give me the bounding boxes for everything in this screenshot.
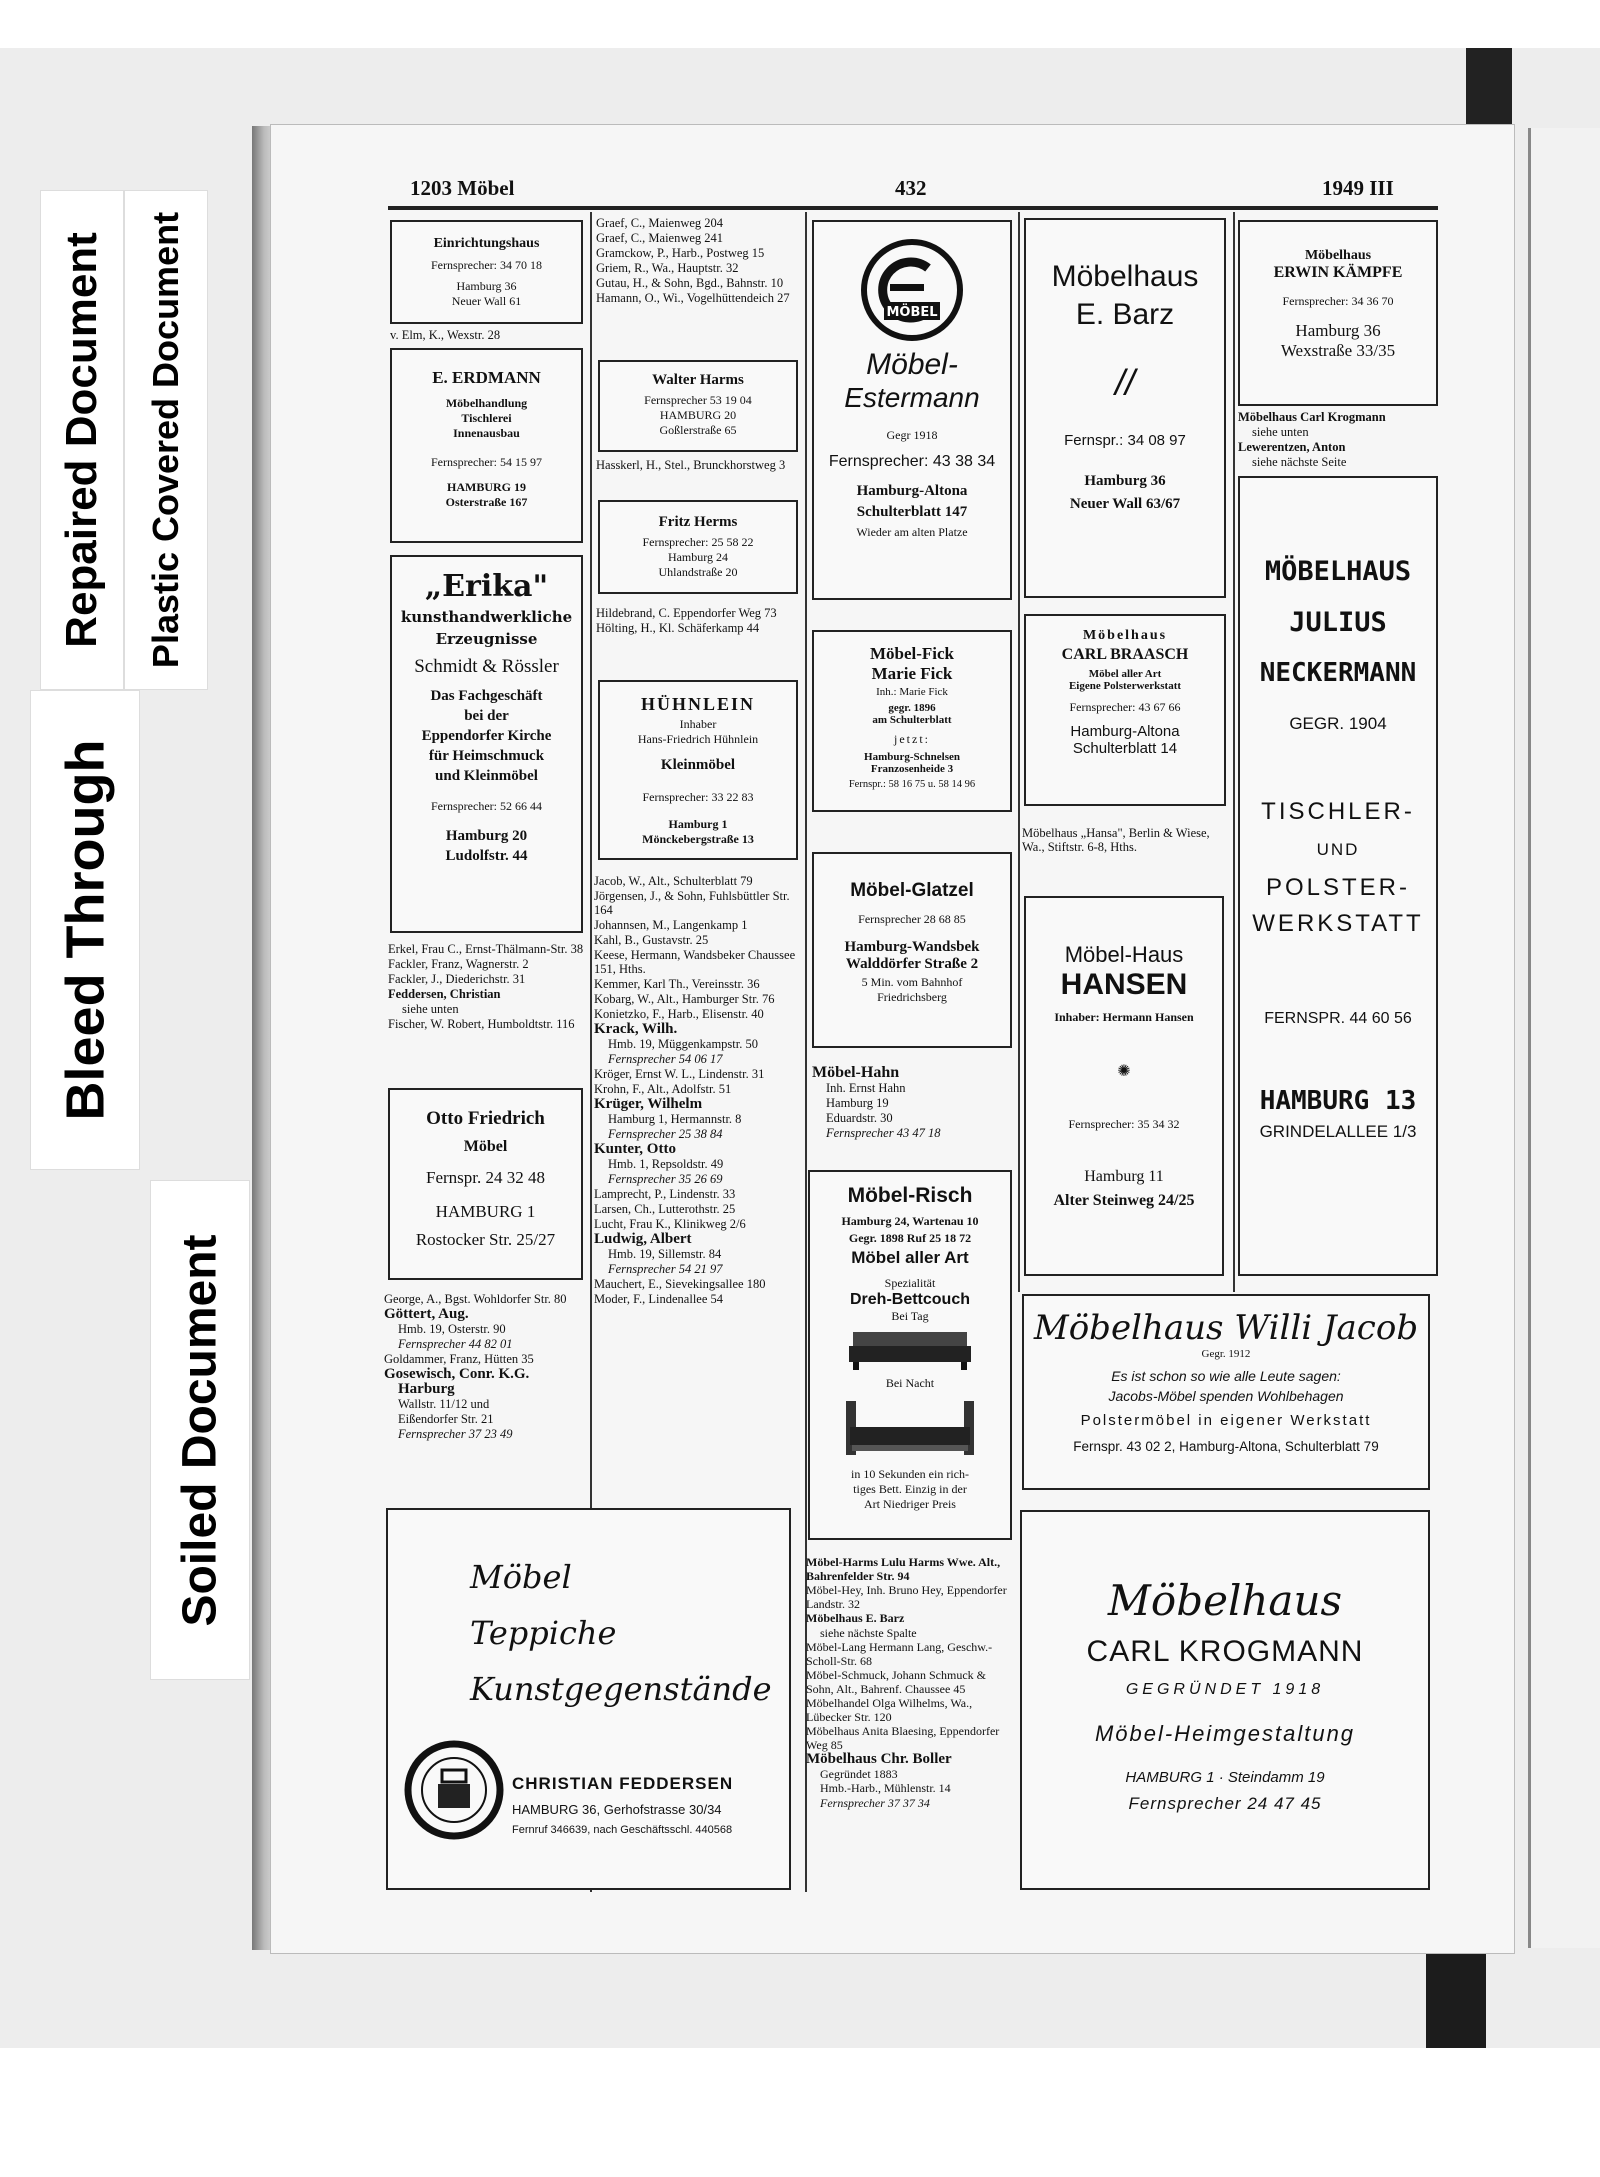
binding-mark-top (1466, 48, 1512, 124)
ad-julius-neckermann: MÖBELHAUS JULIUS NECKERMANN GEGR. 1904 TISCHLER- UND POLSTER- WERKSTATT FERNSPR. 44 60 56 HAMBURG 13 GRINDELALLEE 1/3 (1238, 476, 1438, 1276)
ad-estermann: MÖBEL Möbel- Estermann Gegr 1918 Fernsprecher: 43 38 34 Hamburg-Altona Schulterblatt 147 Wieder am alten Platze (812, 220, 1012, 600)
ad-erwin-kaempfe: Möbelhaus ERWIN KÄMPFE Fernsprecher: 34 36 70 Hamburg 36 Wexstraße 33/35 (1238, 220, 1438, 406)
ad-huehnlein: HÜHNLEIN Inhaber Hans-Friedrich Hühnlein Kleinmöbel Fernsprecher: 33 22 83 Hamburg 1 Mönckebergstraße 13 (598, 680, 798, 860)
label-soiled: Soiled Document (150, 1180, 250, 1680)
ad-feddersen: Möbel Teppiche Kunstgegenstände CHRISTIAN FEDDERSEN HAMBURG 36, Gerhofstrasse 30/34 Fernruf 346639, nach Geschäftsschl. 440568 (386, 1508, 791, 1890)
next-page-edge (1528, 128, 1600, 1948)
hansen-ornament-icon: ✺ (1117, 1063, 1131, 1080)
listings-col2-a: Hasskerl, H., Stel., Brunckhorstweg 3 (596, 458, 786, 472)
listings-col3-low: Möbel-Harms Lulu Harms Wwe. Alt., Bahrenfelder Str. 94 Möbel-Hey, Inh. Bruno Hey, Eppendorfer Landstr. 32 Möbelhaus E. Barz siehe nächste Spalte Möbel-Lang Hermann Lang, Geschw.-Scholl-Str. 68 Möbel-Schmuck, Johann Schmuck & Sohn, Alt., Bahrenf. Chaussee 45 Möbelhandel Olga Wilhelms, Wa., Lübecker Str. 120 Möbelhaus Anita Blaesing, Eppendorfer Weg 85 Möbelhaus Chr. Boller Gegründet 1883 Hmb.-Harb., Mühlenstr. 14 Fernsprecher 37 37 34 (806, 1556, 1007, 1810)
header-right: 1949 III (1322, 176, 1394, 200)
listings-col2-c: Jacob, W., Alt., Schulterblatt 79 Jörgensen, J., & Sohn, Fuhlsbüttler Str. 164 Johannsen, M., Langenkamp 1 Kahl, B., Gustavstr. 25 Keese, Hermann, Wandsbeker Chaussee 151, Hths. Kemmer, Karl Th., Vereinsstr. 36 Kobarg, W., Alt., Hamburger Str. 76 Konietzko, F., Harb., Elisenstr. 40 Krack, Wilh. Hmb. 19, Müggenkampstr. 50 Fernsprecher 54 06 17 Kröger, Ernst W. L., Lindenstr. 31 Krohn, F., Alt., Adolfstr. 51 Krüger, Wilhelm Hamburg 1, Hermannstr. 8 Fernsprecher 25 38 84 Kunter, Otto Hmb. 1, Repsoldstr. 49 Fernsprecher 35 26 69 Lamprecht, P., Lindenstr. 33 Larsen, Ch., Lutterothstr. 25 Lucht, Frau K., Klinikweg 2/6 Ludwig, Albert Hmb. 19, Sillemstr. 84 Fernsprecher 54 21 97 Mauchert, E., Sievekingsallee 180 Moder, F., Lindenallee 54 (594, 874, 796, 1306)
ad-moebel-risch: Möbel-Risch Hamburg 24, Wartenau 10 Gegr. 1898 Ruf 25 18 72 Möbel aller Art Spezialität Dreh-Bettcouch Bei Tag Bei Nacht in 10 Sekunden ein rich- tiges Bett. Einzig in der Art Niedriger Preis (808, 1170, 1012, 1540)
label-repaired: Repaired Document (40, 190, 124, 690)
header-rule (388, 206, 1438, 210)
ad-einrichtungshaus: Einrichtungshaus Fernsprecher: 34 70 18 Hamburg 36 Neuer Wall 61 (390, 220, 583, 324)
ad-moebel-fick: Möbel-Fick Marie Fick Inh.: Marie Fick gegr. 1896 am Schulterblatt jetzt: Hamburg-Schnelsen Franzosenheide 3 Fernspr.: 58 16 75 u. 58 14 96 (812, 630, 1012, 812)
listing-elm: v. Elm, K., Wexstr. 28 (390, 328, 501, 342)
label-plastic: Plastic Covered Document (124, 190, 208, 690)
listings-col1-low: George, A., Bgst. Wohldorfer Str. 80 Göttert, Aug. Hmb. 19, Osterstr. 90 Fernsprecher 44 82 01 Goldammer, Franz, Hütten 35 Gosewisch, Conr. K.G. Harburg Wallstr. 11/12 und Eißendorfer Str. 21 Fernsprecher 37 23 49 (384, 1292, 567, 1441)
ad-walter-harms: Walter Harms Fernsprecher 53 19 04 HAMBURG 20 Goßlerstraße 65 (598, 360, 798, 452)
listing-hansa: Möbelhaus „Hansa", Berlin & Wiese, Wa., Stiftstr. 6-8, Hths. (1022, 826, 1210, 854)
ad-carl-krogmann: Möbelhaus CARL KROGMANN GEGRÜNDET 1918 Möbel-Heimgestaltung HAMBURG 1 · Steindamm 19 Fernsprecher 24 47 45 (1020, 1510, 1430, 1890)
ad-willi-jacob: Möbelhaus Willi Jacob Gegr. 1912 Es ist schon so wie alle Leute sagen: Jacobs-Möbel spenden Wohlbehagen Polstermöbel in eigener Werkstatt Fernspr. 43 02 2, Hamburg-Altona, Schulterblatt 79 (1022, 1294, 1430, 1490)
listings-col2-b: Hildebrand, C. Eppendorfer Weg 73 Hölting, H., Kl. Schäferkamp 44 (596, 606, 777, 635)
listings-col2-top: Graef, C., Maienweg 204 Graef, C., Maienweg 241 Gramckow, P., Harb., Postweg 15 Griem, R., Wa., Hauptstr. 32 Gutau, H., & Sohn, Bgd., Bahnstr. 10 Hamann, O., Wi., Vogelhüttendeich 27 (596, 216, 790, 305)
listing-krogmann-note: Möbelhaus Carl Krogmann siehe unten Lewerentzen, Anton siehe nächste Seite (1238, 410, 1386, 469)
couch-day-illustration (845, 1326, 975, 1372)
listing-moebel-hahn: Möbel-Hahn Inh. Ernst Hahn Hamburg 19 Eduardstr. 30 Fernsprecher 43 47 18 (812, 1066, 941, 1140)
header-left: 1203 Möbel (410, 176, 515, 200)
feddersen-seal-logo (404, 1740, 504, 1840)
header-page-number: 432 (895, 176, 927, 200)
couch-night-illustration (840, 1393, 980, 1463)
ad-moebel-haus-hansen: Möbel-Haus HANSEN Inhaber: Hermann Hansen ✺ Fernsprecher: 35 34 32 Hamburg 11 Alter Steinweg 24/25 (1024, 896, 1224, 1276)
column-divider (1018, 212, 1020, 1292)
ad-otto-friedrich: Otto Friedrich Möbel Fernspr. 24 32 48 HAMBURG 1 Rostocker Str. 25/27 (388, 1088, 583, 1280)
binding-mark-bottom (1426, 1954, 1486, 2048)
listings-col1-mid: Erkel, Frau C., Ernst-Thälmann-Str. 38 Fackler, Franz, Wagnerstr. 2 Fackler, J., Diederichstr. 31 Feddersen, Christian siehe unten Fischer, W. Robert, Humboldtstr. 116 (388, 942, 584, 1031)
estermann-logo (860, 238, 964, 342)
ad-carl-braasch: Möbelhaus CARL BRAASCH Möbel aller Art Eigene Polsterwerkstatt Fernsprecher: 43 67 66 Hamburg-Altona Schulterblatt 14 (1024, 614, 1226, 806)
estermann-logo-text: MÖBEL (886, 305, 938, 320)
ad-erika: „Erika" kunsthandwerkliche Erzeugnisse Schmidt & Rössler Das Fachgeschäft bei der Eppendorfer Kirche für Heimschmuck und Kleinmöbel Fernsprecher: 52 66 44 Hamburg 20 Ludolfstr. 44 (390, 555, 583, 933)
ad-moebelhaus-barz: Möbelhaus E. Barz // Fernspr.: 34 08 97 Hamburg 36 Neuer Wall 63/67 (1024, 218, 1226, 598)
ad-erdmann: E. ERDMANN Möbelhandlung Tischlerei Innenausbau Fernsprecher: 54 15 97 HAMBURG 19 Osterstraße 167 (390, 348, 583, 543)
column-divider (1233, 212, 1235, 1292)
ad-fritz-herms: Fritz Herms Fernsprecher: 25 58 22 Hamburg 24 Uhlandstraße 20 (598, 500, 798, 594)
label-bleed: Bleed Through (30, 690, 140, 1170)
ad-moebel-glatzel: Möbel-Glatzel Fernsprecher 28 68 85 Hamburg-Wandsbek Walddörfer Straße 2 5 Min. vom Bahnhof Friedrichsberg (812, 852, 1012, 1048)
